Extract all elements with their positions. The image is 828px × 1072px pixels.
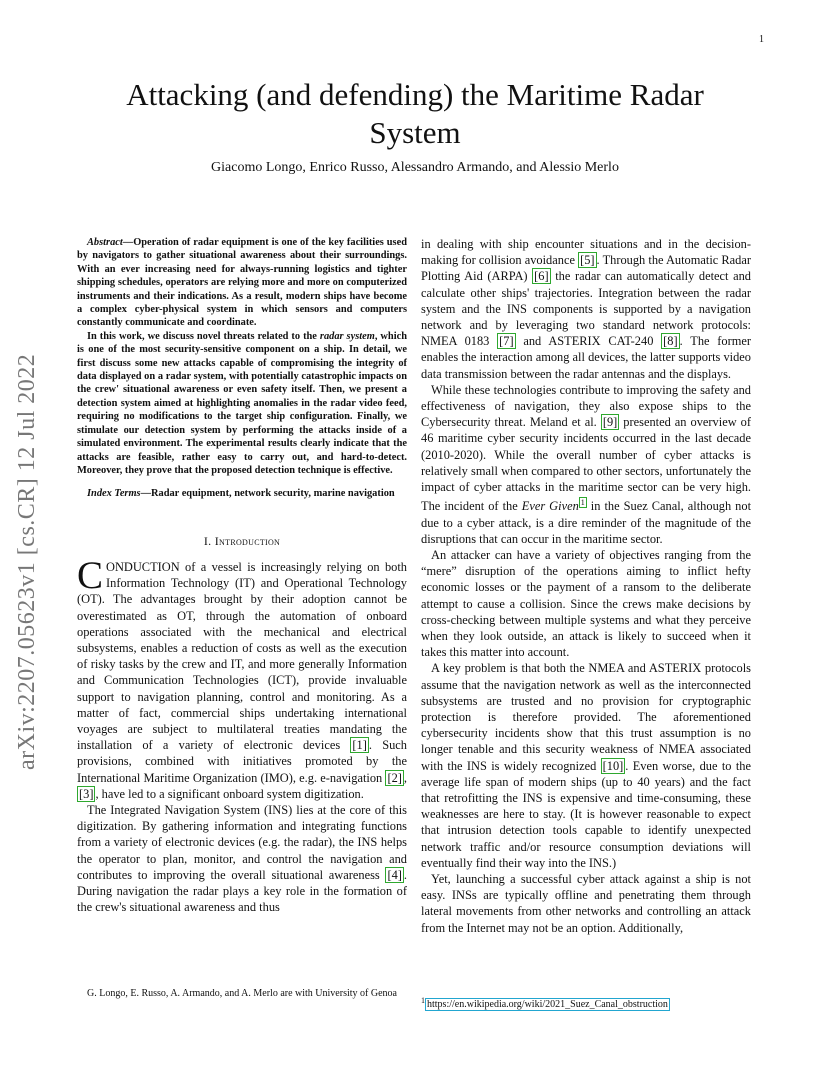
- citation-1[interactable]: [1]: [352, 738, 367, 753]
- abstract-radar-system: radar system: [319, 330, 375, 342]
- citation-7[interactable]: [7]: [499, 334, 514, 349]
- right-p4-text-a: A key problem is that both the NMEA and ASTERIX protocols assume that the navigation network as well as the interconnected subsystems are trusted and no provision for cryptographic protection is therefore provided. The aforementioned cybersecurity incidents show that this trust assumption is no longer tenable and this security weakness of NMEA associated with the INS is widely recognized: [421, 661, 751, 773]
- paper-authors: Giacomo Longo, Enrico Russo, Alessandro Armando, and Alessio Merlo: [211, 160, 619, 175]
- right-p1-text-b: . Through the Automatic Radar Plotting Aid (ARPA): [421, 253, 752, 284]
- drop-cap: C: [77, 553, 104, 597]
- abstract-p1: —Operation of radar equipment is one of the key facilities used by navigators to gather situational awareness about their surroundings. With an ever increasing need for always-running logistics and tighter shipping schedules, operators are relying more and more on computerized instruments and their indications. As a result, modern ships have become a complex cyber-physical system in which sensors and computers constantly communicate and coordinate.: [77, 237, 407, 329]
- index-terms-label: Index Terms: [87, 488, 141, 500]
- section-number: I.: [203, 533, 215, 548]
- arxiv-identifier: arXiv:2207.05623v1 [cs.CR] 12 Jul 2022: [14, 353, 40, 770]
- right-p1-text-a: in dealing with ship encounter situations and in the decision-making for collision avoidance: [421, 237, 751, 268]
- citation-6[interactable]: [6]: [534, 269, 549, 284]
- intro-p2-text-a: The Integrated Navigation System (INS) lies at the core of this digitization. By gathering information and integrating functions from a variety of electronic devices (e.g. the radar), the INS helps the operator to plan, monitor, and control the navigation and contributes to improving the overall situational awareness: [77, 802, 407, 882]
- citation-10[interactable]: [10]: [602, 758, 624, 773]
- citation-9[interactable]: [9]: [602, 415, 618, 430]
- abstract-label: Abstract: [87, 237, 123, 248]
- right-column: [421, 236, 751, 936]
- abstract-p2-start: In this work, we discuss novel threats related to the: [87, 330, 320, 342]
- right-paragraph-1: [421, 236, 751, 382]
- ever-given-name: Ever Given: [521, 499, 579, 514]
- intro-paragraph-2: [77, 802, 407, 915]
- right-paragraph-5: Yet, launching a successful cyber attack against a ship is not easy. INSs are typically offline and penetrating them through lateral movements from other networks and controlling an attack from the Internet may not be an option. Additionally,: [421, 872, 751, 935]
- intro-p1-text-d: , have led to a significant onboard system digitization.: [95, 786, 364, 801]
- citation-2[interactable]: [2]: [387, 770, 402, 785]
- right-paragraph-2: [421, 382, 751, 547]
- section-heading-introduction: [77, 533, 407, 549]
- footnote-url-link[interactable]: https://en.wikipedia.org/wiki/2021_Suez_Canal_obstruction: [427, 999, 668, 1011]
- page-number: 1: [759, 34, 764, 45]
- intro-p1-text-c: ,: [403, 770, 407, 785]
- abstract: [77, 236, 407, 477]
- right-p1-text-c: the radar can automatically detect and calculate other ships' trajectories. Integration between the radar system and the INS components is supported by a navigation network and by leveraging two standard network protocols: NMEA 0183: [421, 269, 751, 349]
- author-affiliation-footnote: G. Longo, E. Russo, A. Armando, and A. Merlo are with University of Genoa: [87, 988, 397, 999]
- right-p4-text-b: . Even worse, due to the average life span of modern ships (up to 40 years) and the fact that retrofitting the INS is expensive and time-consuming, these weaknesses are here to stay. (It is however reasonable to expect that intrusion detection tools capable to identify unexpected network traffic and/or resource consumption deviations will eventually find their way into the INS.): [421, 758, 751, 870]
- citation-8[interactable]: [8]: [663, 334, 678, 349]
- intro-p2-text-b: . During navigation the radar plays a key role in the formation of the crew's situational awareness and thus: [77, 867, 407, 915]
- footnote-number: 1: [421, 996, 425, 1005]
- citation-5[interactable]: [5]: [580, 253, 595, 268]
- right-p1-text-e: . The former enables the interaction among all devices, the latter supports video data transmission between the radar antennas and the displays.: [421, 334, 751, 381]
- paper-title: Attacking (and defending) the Maritime Radar System: [126, 77, 704, 150]
- index-terms: [77, 487, 407, 500]
- section-title: Introduction: [214, 533, 281, 548]
- intro-p1-text-a: ONDUCTION of a vessel is increasingly relying on both Information Technology (IT) and Operational Technology (OT). The advantages brought by their adoption cannot be overestimated as OT, through the automation of onboard operations associated with the mechanical and electrical subsystems, enables a reduction of costs as well as the execution of risky tasks by the crew and IT, and more generally Information and Communication Technologies (ICT), provide invaluable support to navigation planning, control and monitoring. As a matter of fact, commercial ships undertaking international voyages are subject to multilateral treaties mandating the installation of a variety of electronic devices: [77, 559, 407, 753]
- right-p2-text-a: While these technologies contribute to improving the safety and effectiveness of navigation, they also expose ships to the Cybersecurity threat. Meland et al.: [421, 382, 751, 430]
- intro-paragraph-1: [77, 553, 407, 802]
- right-p2-text-b: presented an overview of 46 maritime cyber security incidents occurred in the last decade (2010-2020). While the overall number of cyber attacks is relatively small when compared to other sectors, unfortunately the impact of cyber attacks in the maritime sector can be very high. The incident of the: [421, 415, 751, 514]
- url-footnote: [421, 996, 751, 1010]
- citation-3[interactable]: [3]: [79, 786, 94, 801]
- right-p2-text-c: in the Suez Canal, although not due to a cyber attack, is a dire reminder of the magnitude of the disruptions that can occur in the maritime sector.: [421, 499, 752, 546]
- left-column: [77, 236, 407, 915]
- abstract-p2-rest: , which is one of the most security-sensitive component on a ship. In detail, we first discuss some new attacks capable of compromising the integrity of data displayed on a radar system, with potentially catastrophic impacts on the crew' situational awareness or even safety itself. Then, we present a detection system aimed at highlighting anomalies in the radar video feed, requiring no modifications to the target ship configuration. Finally, we stimulate our detection system by performing the attacks inside of a simulated environment. The experimental results clearly indicate that the attacks are feasible, rather easy to carry out, and hard-to-detect. Moreover, they prove that the proposed detection technique is effective.: [77, 330, 407, 476]
- citation-4[interactable]: [4]: [387, 867, 402, 882]
- right-p1-text-d: and ASTERIX CAT-240: [515, 334, 662, 349]
- right-paragraph-3: An attacker can have a variety of objectives ranging from the “mere” disruption of the operations aiming to inflict hefty economic losses or the payment of a ransom to the deliberate attempt to cause a collision. Since the crews make decisions by cross-checking between multiple systems and what they perceive when they look outside, an attack is likely to succeed when it takes this matter into account.: [421, 547, 751, 660]
- index-terms-text: —Radar equipment, network security, marine navigation: [140, 488, 395, 500]
- right-paragraph-4: [421, 660, 751, 871]
- intro-p1-text-b: . Such provisions, combined with initiatives promoted by the International Maritime Organization (IMO), e.g. e-navigation: [77, 738, 407, 785]
- footnote-mark-1[interactable]: 1: [580, 498, 585, 508]
